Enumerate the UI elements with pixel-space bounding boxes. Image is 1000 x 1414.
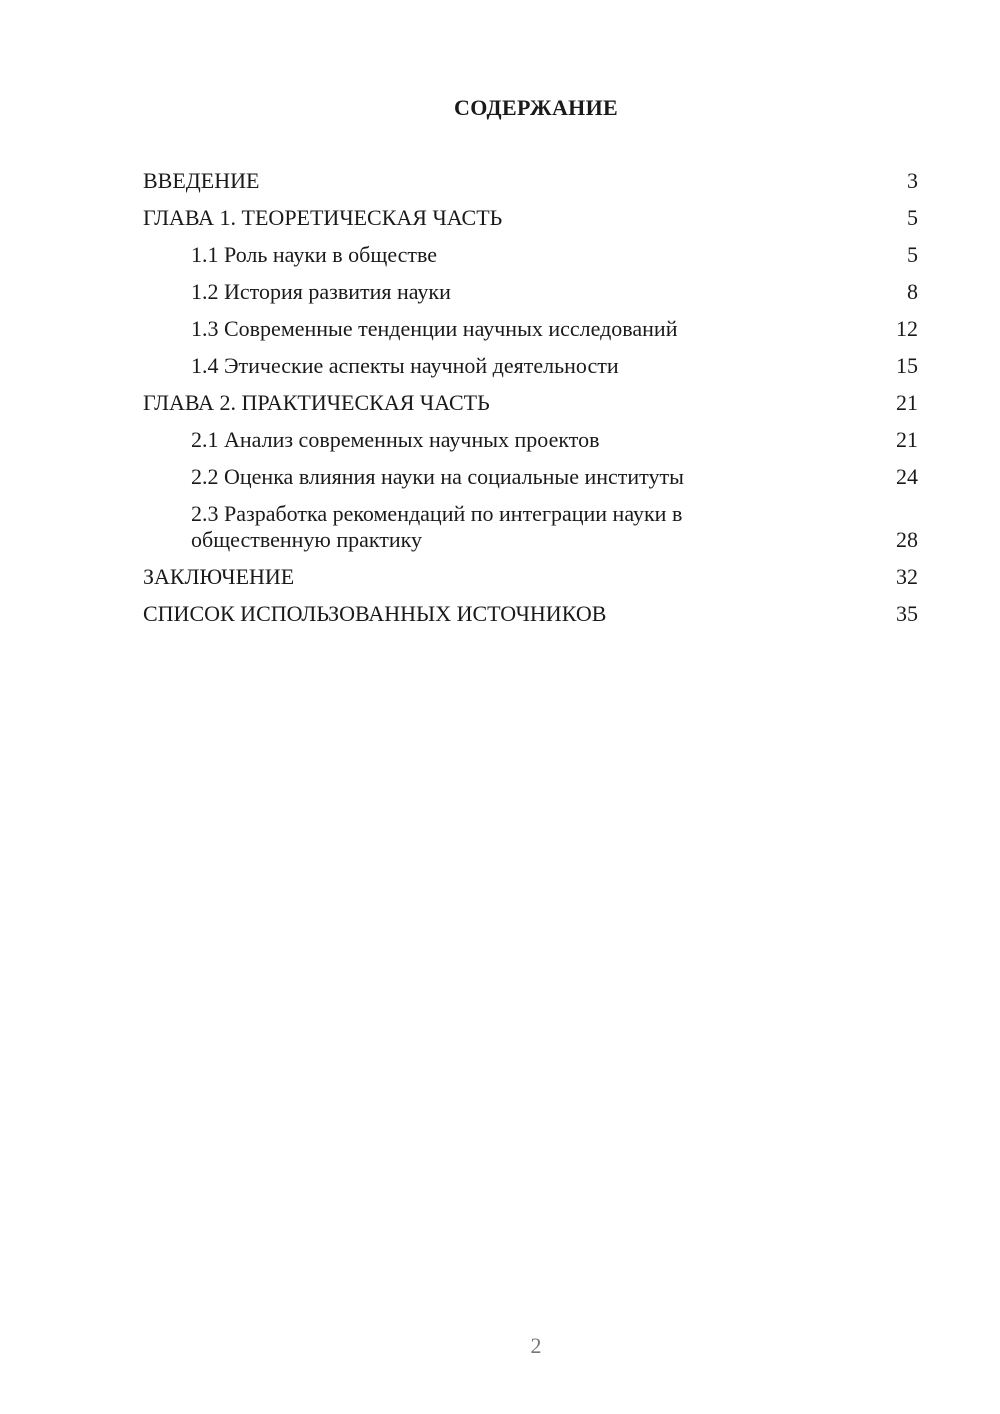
toc-entry-section-2-3[interactable]: [143, 501, 918, 553]
page-title: СОДЕРЖАНИЕ: [454, 95, 618, 120]
toc-entry-page: 15: [896, 353, 918, 378]
toc-entry-page: 3: [907, 168, 918, 193]
toc-entry-section-2-1[interactable]: [143, 427, 918, 453]
toc-entry-conclusion[interactable]: [143, 564, 918, 590]
toc-entry-section-1-4[interactable]: [143, 353, 918, 379]
toc-entry-page: 5: [907, 242, 918, 267]
toc-entry-title: 1.1 Роль науки в обществе: [191, 242, 438, 267]
toc-entry-title: ГЛАВА 1. ТЕОРЕТИЧЕСКАЯ ЧАСТЬ: [143, 205, 503, 230]
toc-entry-introduction[interactable]: [143, 168, 918, 194]
toc-entry-page: 21: [896, 390, 918, 415]
toc-entry-page: 28: [896, 527, 918, 552]
toc-entry-title: 1.2 История развития науки: [191, 279, 451, 304]
toc-entry-page: 12: [896, 316, 918, 341]
toc-entry-section-1-3[interactable]: [143, 316, 918, 342]
toc-entry-page: 35: [896, 601, 918, 626]
toc-entry-title: СПИСОК ИСПОЛЬЗОВАННЫХ ИСТОЧНИКОВ: [143, 601, 607, 626]
table-of-contents: [143, 168, 918, 638]
toc-entry-chapter-2[interactable]: [143, 390, 918, 416]
toc-entry-references[interactable]: [143, 601, 918, 627]
toc-entry-page: 32: [896, 564, 918, 589]
page-number: 2: [530, 1333, 542, 1358]
toc-entry-page: 8: [907, 279, 918, 304]
toc-entry-section-1-2[interactable]: [143, 279, 918, 305]
toc-entry-title: 2.1 Анализ современных научных проектов: [191, 427, 600, 452]
toc-entry-title: 2.3 Разработка рекомендаций по интеграции науки в общественную практику: [191, 501, 683, 552]
toc-entry-section-1-1[interactable]: [143, 242, 918, 268]
toc-entry-title: ВВЕДЕНИЕ: [143, 168, 260, 193]
toc-entry-section-2-2[interactable]: [143, 464, 918, 490]
toc-entry-title: 1.3 Современные тенденции научных исследований: [191, 316, 678, 341]
toc-entry-title: 2.2 Оценка влияния науки на социальные институты: [191, 464, 684, 489]
toc-entry-chapter-1[interactable]: [143, 205, 918, 231]
toc-entry-page: 21: [896, 427, 918, 452]
toc-entry-page: 24: [896, 464, 918, 489]
toc-entry-title: ГЛАВА 2. ПРАКТИЧЕСКАЯ ЧАСТЬ: [143, 390, 490, 415]
toc-entry-title: 1.4 Этические аспекты научной деятельности: [191, 353, 619, 378]
toc-entry-page: 5: [907, 205, 918, 230]
toc-entry-title: ЗАКЛЮЧЕНИЕ: [143, 564, 295, 589]
